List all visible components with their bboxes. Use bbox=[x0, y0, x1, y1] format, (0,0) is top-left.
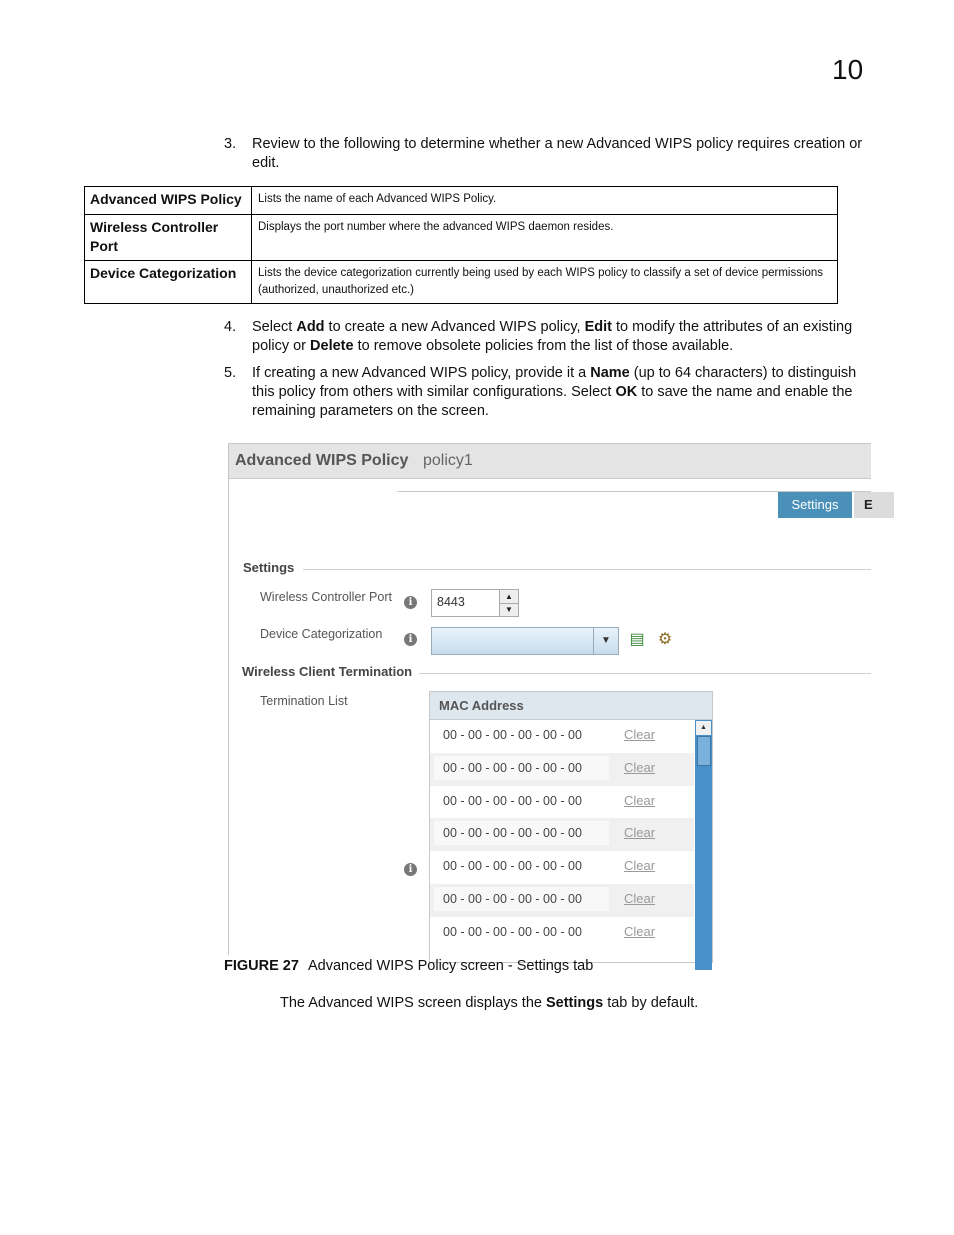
table-row bbox=[430, 753, 694, 786]
body-paragraph bbox=[280, 994, 698, 1013]
termination-section-title: Wireless Client Termination bbox=[242, 664, 413, 679]
mac-address-field[interactable]: 00 - 00 - 00 - 00 - 00 - 00 bbox=[434, 887, 609, 911]
table-row bbox=[430, 818, 694, 851]
mac-address-field[interactable]: 00 - 00 - 00 - 00 - 00 - 00 bbox=[434, 821, 609, 845]
mac-address-field[interactable]: 00 - 00 - 00 - 00 - 00 - 00 bbox=[434, 920, 609, 944]
table-row bbox=[430, 720, 694, 753]
mac-address-field[interactable]: 00 - 00 - 00 - 00 - 00 - 00 bbox=[434, 723, 609, 747]
table-row bbox=[430, 851, 694, 884]
device-categorization-label: Device Categorization bbox=[260, 627, 383, 641]
table-description: Lists the device categorization currently being used by each WIPS policy to classify a set of device permissions (authorized, unauthorized etc.) bbox=[252, 261, 838, 304]
table-term: Wireless Controller Port bbox=[85, 215, 252, 261]
name-keyword: Name bbox=[590, 365, 630, 381]
mac-address-field[interactable]: 00 - 00 - 00 - 00 - 00 - 00 bbox=[434, 854, 609, 878]
mac-address-field[interactable]: 00 - 00 - 00 - 00 - 00 - 00 bbox=[434, 756, 609, 780]
grid-rows bbox=[430, 720, 694, 950]
clear-link[interactable]: Clear bbox=[624, 727, 656, 742]
policy-name: policy1 bbox=[423, 452, 473, 469]
text-run: to modify the attributes of an existing policy or bbox=[252, 319, 853, 354]
settings-keyword: Settings bbox=[545, 995, 604, 1011]
table-description: Lists the name of each Advanced WIPS Policy. bbox=[252, 187, 838, 215]
clear-link[interactable]: Clear bbox=[624, 759, 656, 775]
wireless-controller-port-stepper[interactable] bbox=[431, 589, 519, 617]
table-row bbox=[85, 261, 838, 304]
termination-list-grid bbox=[429, 691, 713, 963]
vertical-scrollbar[interactable] bbox=[695, 720, 712, 970]
clear-link[interactable]: Clear bbox=[624, 792, 656, 808]
add-keyword: Add bbox=[296, 319, 325, 335]
advanced-wips-screenshot bbox=[228, 443, 871, 955]
table-row bbox=[85, 187, 838, 215]
text-run: The Advanced WIPS screen displays the bbox=[280, 995, 546, 1011]
section-divider bbox=[303, 569, 871, 570]
info-icon[interactable]: i bbox=[404, 863, 417, 876]
mac-address-column-header: MAC Address bbox=[439, 698, 524, 713]
grid-header bbox=[430, 692, 712, 720]
chevron-down-icon[interactable]: ▼ bbox=[593, 628, 618, 654]
definition-table bbox=[84, 186, 838, 304]
scroll-thumb[interactable] bbox=[697, 736, 711, 766]
chapter-number: 10 bbox=[832, 54, 864, 85]
figure-caption: Advanced WIPS Policy screen - Settings tab bbox=[308, 958, 594, 974]
text-run: Select bbox=[252, 319, 297, 335]
text-run: (up to 64 characters) to distinguish this policy from others with similar configurations. Select bbox=[252, 365, 857, 400]
port-value[interactable]: 8443 bbox=[437, 595, 465, 609]
figure-number: FIGURE 27 bbox=[224, 958, 299, 974]
clear-link[interactable]: Clear bbox=[624, 890, 656, 906]
edit-keyword: Edit bbox=[584, 319, 612, 335]
step-text bbox=[252, 364, 874, 421]
table-term: Advanced WIPS Policy bbox=[85, 187, 252, 215]
info-icon[interactable]: i bbox=[404, 596, 417, 609]
step-number: 3. bbox=[224, 136, 237, 152]
settings-section-title: Settings bbox=[243, 560, 295, 575]
table-row bbox=[85, 215, 838, 261]
clear-link[interactable]: Clear bbox=[624, 923, 656, 939]
step-text bbox=[252, 318, 874, 356]
stepper-down-icon[interactable]: ▼ bbox=[505, 605, 513, 614]
step-4 bbox=[224, 318, 874, 356]
add-new-icon[interactable]: ▤ bbox=[629, 631, 645, 648]
step-number: 4. bbox=[224, 319, 237, 335]
ok-keyword: OK bbox=[615, 384, 638, 400]
clear-link[interactable]: Clear bbox=[624, 858, 656, 874]
table-description: Displays the port number where the advanced WIPS daemon resides. bbox=[252, 215, 838, 261]
stepper-buttons bbox=[499, 590, 518, 616]
step-number: 5. bbox=[224, 365, 237, 381]
text-run: tab by default. bbox=[603, 995, 699, 1011]
screen-title: Advanced WIPS Policy bbox=[235, 452, 409, 469]
info-icon[interactable]: i bbox=[404, 633, 417, 646]
text-run: to remove obsolete policies from the list of those available. bbox=[353, 338, 734, 354]
stepper-up-icon[interactable]: ▲ bbox=[500, 590, 518, 604]
text-run: If creating a new Advanced WIPS policy, provide it a bbox=[252, 365, 591, 381]
delete-keyword: Delete bbox=[310, 338, 354, 354]
table-term: Device Categorization bbox=[85, 261, 252, 304]
gear-icon[interactable]: ⚙ bbox=[657, 631, 673, 648]
table-row bbox=[430, 884, 694, 917]
device-categorization-select[interactable] bbox=[431, 627, 619, 655]
step-text: Review to the following to determine whether a new Advanced WIPS policy requires creation or edit. bbox=[252, 136, 863, 171]
wireless-controller-port-label: Wireless Controller Port bbox=[260, 590, 392, 604]
text-run: to save the name and enable the remaining parameters on the screen. bbox=[252, 384, 853, 419]
figure-label bbox=[224, 958, 299, 974]
clear-link[interactable]: Clear bbox=[624, 825, 656, 841]
step-5 bbox=[224, 364, 874, 421]
text-run: to create a new Advanced WIPS policy, bbox=[324, 319, 585, 335]
mac-address-field[interactable]: 00 - 00 - 00 - 00 - 00 - 00 bbox=[434, 789, 609, 813]
scroll-up-icon[interactable]: ▲ bbox=[696, 721, 711, 735]
step-3 bbox=[224, 135, 874, 173]
section-divider bbox=[419, 673, 871, 674]
tab-settings[interactable]: Settings bbox=[778, 492, 852, 518]
table-row bbox=[430, 786, 694, 819]
tab-next[interactable]: E bbox=[854, 492, 894, 518]
termination-list-label: Termination List bbox=[260, 694, 348, 708]
screen-title-bar bbox=[229, 443, 871, 479]
table-row bbox=[430, 917, 694, 950]
